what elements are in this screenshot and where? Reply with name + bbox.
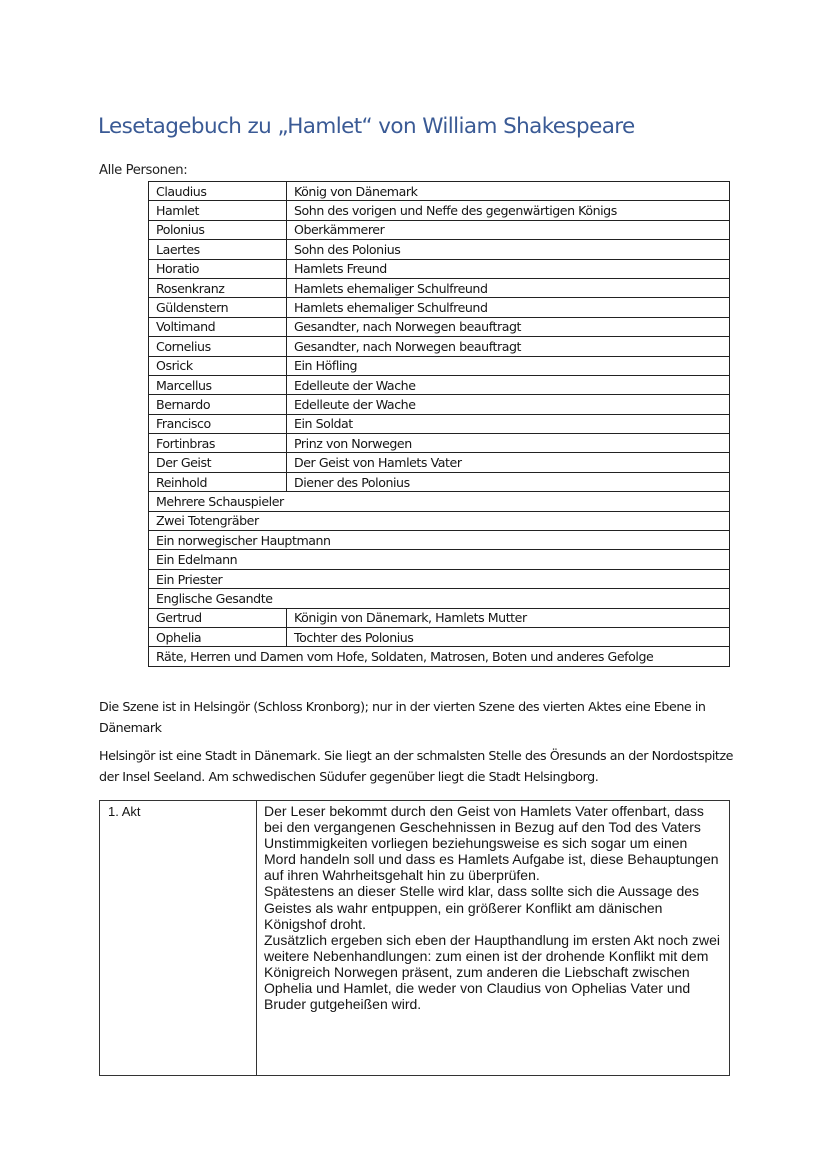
person-role: Sohn des Polonius (287, 240, 730, 259)
setting-paragraph: Die Szene ist in Helsingör (Schloss Kronborg); nur in der vierten Szene des vierten Aktes eine Ebene in Dänemark (99, 699, 706, 735)
person-name: Horatio (149, 259, 287, 278)
group-row (149, 550, 730, 569)
act-row (100, 801, 730, 1076)
act-label: 1. Akt (100, 801, 257, 1076)
person-role: Gesandter, nach Norwegen beauftragt (287, 337, 730, 356)
person-role: Prinz von Norwegen (287, 434, 730, 453)
person-name: Ophelia (149, 627, 287, 646)
group-row-text: Ein Edelmann (149, 550, 730, 569)
group-row-text: Mehrere Schauspieler (149, 492, 730, 511)
person-row (149, 395, 730, 414)
group-row (149, 569, 730, 588)
person-role: Hamlets ehemaliger Schulfreund (287, 278, 730, 297)
person-name: Osrick (149, 356, 287, 375)
person-name: Polonius (149, 220, 287, 239)
group-row (149, 511, 730, 530)
person-row (149, 220, 730, 239)
persons-table (148, 181, 730, 667)
person-row (149, 240, 730, 259)
city-paragraph: Helsingör ist eine Stadt in Dänemark. Sie liegt an der schmalsten Stelle des Öresunds an der Nordostspitze der Insel Seeland. Am schwedischen Südufer gegenüber liegt die Stadt Helsingborg. (99, 748, 734, 784)
group-row-text: Ein norwegischer Hauptmann (149, 531, 730, 550)
person-role: Hamlets ehemaliger Schulfreund (287, 298, 730, 317)
person-role: König von Dänemark (287, 182, 730, 201)
acts-table (99, 800, 730, 1076)
act-paragraph: Der Leser bekommt durch den Geist von Hamlets Vater offenbart, dass bei den vergangenen Geschehnissen in Bezug auf den Tod des Vaters Unstimmigkeiten vorliegen beziehungsweise es sich sogar um einen Mord handeln soll und dass es Hamlets Aufgabe ist, diese Behauptungen auf ihren Wahrheitsgehalt hin zu überprüfen. (264, 803, 719, 884)
person-row (149, 259, 730, 278)
person-name: Claudius (149, 182, 287, 201)
person-name: Reinhold (149, 472, 287, 491)
person-row (149, 182, 730, 201)
person-row (149, 201, 730, 220)
person-role: Diener des Polonius (287, 472, 730, 491)
person-row (149, 317, 730, 336)
others-row-text: Räte, Herren und Damen vom Hofe, Soldaten, Matrosen, Boten und anderes Gefolge (149, 647, 730, 666)
person-row (149, 434, 730, 453)
person-name: Gertrud (149, 608, 287, 627)
person-role: Sohn des vorigen und Neffe des gegenwärtigen Königs (287, 201, 730, 220)
act-paragraph: Spätestens an dieser Stelle wird klar, dass sollte sich die Aussage des Geistes als wahr entpuppen, ein größerer Konflikt am dänischen Königshof droht. (264, 883, 700, 932)
person-row (149, 298, 730, 317)
person-row (149, 627, 730, 646)
group-row-text: Ein Priester (149, 569, 730, 588)
page-title: Lesetagebuch zu „Hamlet“ von William Shakespeare (98, 114, 635, 139)
person-role: Tochter des Polonius (287, 627, 730, 646)
person-role: Hamlets Freund (287, 259, 730, 278)
person-role: Ein Höfling (287, 356, 730, 375)
person-role: Ein Soldat (287, 414, 730, 433)
person-row (149, 356, 730, 375)
person-name: Güldenstern (149, 298, 287, 317)
person-row (149, 453, 730, 472)
person-row (149, 337, 730, 356)
group-row (149, 531, 730, 550)
person-name: Voltimand (149, 317, 287, 336)
act-summary (257, 801, 730, 1076)
person-name: Hamlet (149, 201, 287, 220)
person-role: Oberkämmerer (287, 220, 730, 239)
person-role: Edelleute der Wache (287, 375, 730, 394)
person-role: Gesandter, nach Norwegen beauftragt (287, 317, 730, 336)
person-row (149, 278, 730, 297)
person-name: Fortinbras (149, 434, 287, 453)
person-row (149, 608, 730, 627)
group-row (149, 492, 730, 511)
group-row (149, 589, 730, 608)
group-row-text: Englische Gesandte (149, 589, 730, 608)
act-paragraph: Zusätzlich ergeben sich eben der Haupthandlung im ersten Akt noch zwei weitere Nebenhandlungen: zum einen ist der drohende Konflikt mit dem Königreich Norwegen präsent, zum anderen die Liebschaft zwischen Ophelia und Hamlet, die weder von Claudius von Ophelias Vater und Bruder gutgeheißen wird. (264, 931, 721, 1013)
person-role: Königin von Dänemark, Hamlets Mutter (287, 608, 730, 627)
person-name: Bernardo (149, 395, 287, 414)
person-row (149, 414, 730, 433)
group-row-text: Zwei Totengräber (149, 511, 730, 530)
person-row (149, 375, 730, 394)
person-name: Cornelius (149, 337, 287, 356)
person-role: Edelleute der Wache (287, 395, 730, 414)
person-row (149, 472, 730, 491)
person-name: Rosenkranz (149, 278, 287, 297)
person-name: Francisco (149, 414, 287, 433)
persons-label: Alle Personen: (99, 163, 188, 178)
person-name: Laertes (149, 240, 287, 259)
person-name: Marcellus (149, 375, 287, 394)
person-role: Der Geist von Hamlets Vater (287, 453, 730, 472)
others-row (149, 647, 730, 666)
person-name: Der Geist (149, 453, 287, 472)
